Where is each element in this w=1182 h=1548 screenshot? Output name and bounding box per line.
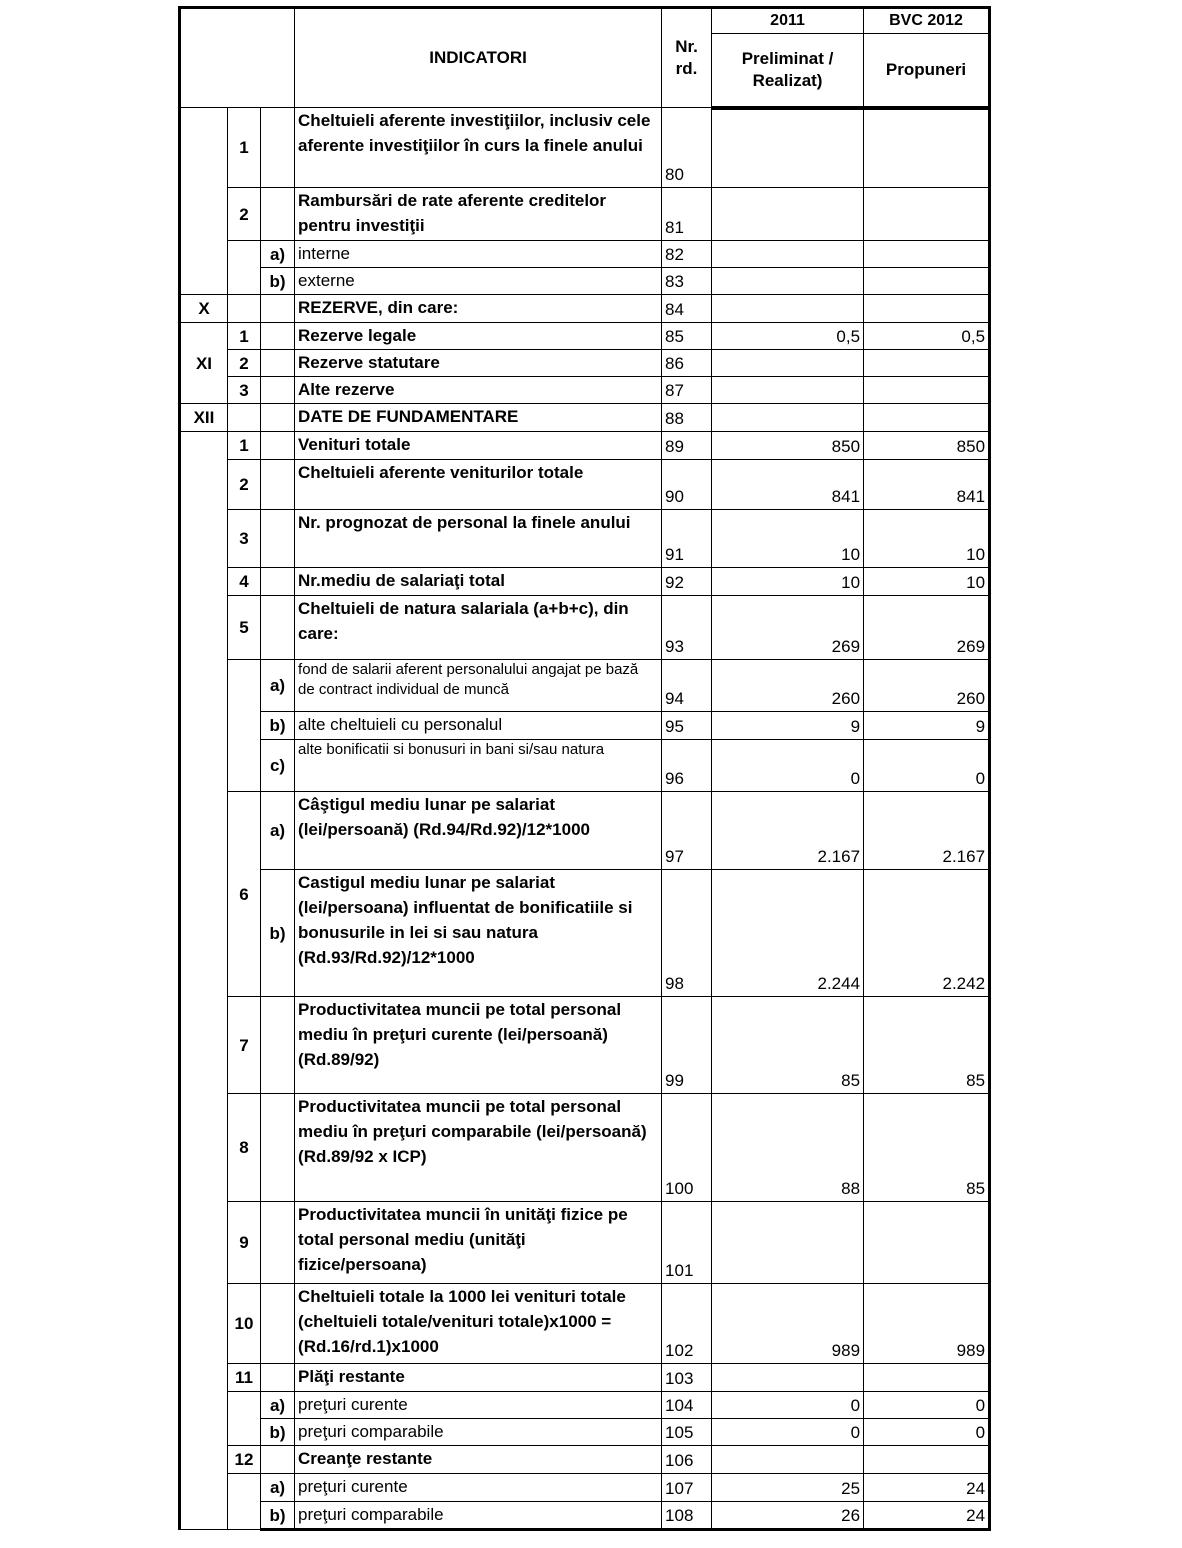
- indicator-label: alte bonificatii si bonusuri in bani si/sau natura: [295, 740, 662, 792]
- indicator-label: Alte rezerve: [295, 377, 662, 404]
- value-2012-cell: [864, 295, 990, 323]
- table-row: [180, 108, 990, 188]
- table-row: [180, 1202, 990, 1284]
- indicator-label: DATE DE FUNDAMENTARE: [295, 404, 662, 432]
- section-cell: [180, 108, 228, 295]
- sub-letter-cell: [261, 1284, 295, 1364]
- value-2012-cell: [864, 1202, 990, 1284]
- nr-rd-cell: 108: [662, 1502, 712, 1530]
- value-2012-cell: 989: [864, 1284, 990, 1364]
- row-number-cell: [228, 1474, 261, 1530]
- sub-letter-cell: [261, 568, 295, 596]
- nr-rd-cell: 86: [662, 350, 712, 377]
- nr-rd-cell: 93: [662, 596, 712, 660]
- value-2012-cell: [864, 188, 990, 241]
- value-2012-cell: 850: [864, 432, 990, 460]
- value-2012-cell: 10: [864, 568, 990, 596]
- value-2012-cell: [864, 268, 990, 295]
- value-2011-cell: 260: [712, 660, 864, 712]
- table-row: [180, 596, 990, 660]
- indicator-label: Nr. prognozat de personal la finele anului: [295, 510, 662, 568]
- value-2011-cell: [712, 377, 864, 404]
- nr-rd-cell: 82: [662, 241, 712, 268]
- nr-rd-cell: 89: [662, 432, 712, 460]
- value-2011-cell: [712, 188, 864, 241]
- indicator-label: Cheltuieli aferente veniturilor totale: [295, 460, 662, 510]
- header-nr-rd: Nr. rd.: [662, 8, 712, 108]
- row-number-cell: 1: [228, 432, 261, 460]
- row-number-cell: 12: [228, 1446, 261, 1474]
- indicator-label: preţuri curente: [295, 1392, 662, 1419]
- nr-rd-cell: 101: [662, 1202, 712, 1284]
- value-2011-cell: 26: [712, 1502, 864, 1530]
- table-row: [180, 1502, 990, 1530]
- indicator-label: REZERVE, din care:: [295, 295, 662, 323]
- value-2011-cell: 0: [712, 1419, 864, 1446]
- sub-letter-cell: [261, 1446, 295, 1474]
- value-2011-cell: 0: [712, 1392, 864, 1419]
- sub-letter-cell: [261, 460, 295, 510]
- nr-rd-cell: 80: [662, 108, 712, 188]
- nr-rd-cell: 87: [662, 377, 712, 404]
- table-row: [180, 323, 990, 350]
- value-2011-cell: 2.244: [712, 870, 864, 997]
- value-2012-cell: [864, 377, 990, 404]
- row-number-cell: 2: [228, 188, 261, 241]
- table-row: [180, 1419, 990, 1446]
- sub-letter-cell: a): [261, 1474, 295, 1502]
- nr-rd-cell: 102: [662, 1284, 712, 1364]
- value-2012-cell: [864, 404, 990, 432]
- indicator-label: Productivitatea muncii în unităţi fizice pe total personal mediu (unităţi fizice/persoana): [295, 1202, 662, 1284]
- table-row: [180, 432, 990, 460]
- value-2011-cell: 9: [712, 712, 864, 740]
- row-number-cell: [228, 295, 261, 323]
- row-number-cell: 1: [228, 108, 261, 188]
- value-2011-cell: [712, 1446, 864, 1474]
- value-2011-cell: [712, 295, 864, 323]
- row-number-cell: 7: [228, 997, 261, 1094]
- row-number-cell: 2: [228, 460, 261, 510]
- sub-letter-cell: [261, 295, 295, 323]
- nr-rd-cell: 104: [662, 1392, 712, 1419]
- sub-letter-cell: [261, 188, 295, 241]
- sub-letter-cell: [261, 323, 295, 350]
- table-row: [180, 1284, 990, 1364]
- nr-rd-cell: 99: [662, 997, 712, 1094]
- table-row: [180, 295, 990, 323]
- nr-rd-cell: 95: [662, 712, 712, 740]
- table-row: [180, 740, 990, 792]
- nr-rd-cell: 103: [662, 1364, 712, 1392]
- value-2012-cell: 10: [864, 510, 990, 568]
- value-2012-cell: 24: [864, 1474, 990, 1502]
- table-row: [180, 510, 990, 568]
- nr-rd-cell: 96: [662, 740, 712, 792]
- indicator-label: Plăţi restante: [295, 1364, 662, 1392]
- nr-rd-cell: 92: [662, 568, 712, 596]
- header-indicatori: INDICATORI: [295, 8, 662, 108]
- value-2011-cell: [712, 350, 864, 377]
- row-number-cell: 6: [228, 792, 261, 997]
- nr-rd-cell: 97: [662, 792, 712, 870]
- row-number-cell: [228, 660, 261, 792]
- indicator-label: Venituri totale: [295, 432, 662, 460]
- sub-letter-cell: [261, 997, 295, 1094]
- value-2012-cell: [864, 241, 990, 268]
- sub-letter-cell: [261, 404, 295, 432]
- indicator-label: preţuri comparabile: [295, 1502, 662, 1530]
- indicators-table: [178, 6, 991, 1531]
- row-number-cell: [228, 1392, 261, 1446]
- header-year-2012: BVC 2012: [864, 8, 990, 34]
- value-2011-cell: 269: [712, 596, 864, 660]
- indicator-label: fond de salarii aferent personalului angajat pe bază de contract individual de muncă: [295, 660, 662, 712]
- sub-letter-cell: a): [261, 241, 295, 268]
- value-2011-cell: 2.167: [712, 792, 864, 870]
- value-2011-cell: [712, 241, 864, 268]
- row-number-cell: 11: [228, 1364, 261, 1392]
- sub-letter-cell: [261, 1364, 295, 1392]
- indicator-label: preţuri curente: [295, 1474, 662, 1502]
- header-year-2011: 2011: [712, 8, 864, 34]
- nr-rd-cell: 90: [662, 460, 712, 510]
- nr-rd-cell: 98: [662, 870, 712, 997]
- sub-letter-cell: [261, 1202, 295, 1284]
- value-2011-cell: 10: [712, 568, 864, 596]
- value-2012-cell: 841: [864, 460, 990, 510]
- value-2011-cell: 0,5: [712, 323, 864, 350]
- value-2012-cell: 0: [864, 1419, 990, 1446]
- indicator-label: Productivitatea muncii pe total personal mediu în preţuri comparabile (lei/persoană)(Rd.89/92 x ICP): [295, 1094, 662, 1202]
- value-2012-cell: 85: [864, 1094, 990, 1202]
- value-2011-cell: 841: [712, 460, 864, 510]
- value-2011-cell: 25: [712, 1474, 864, 1502]
- indicator-label: Castigul mediu lunar pe salariat (lei/persoana) influentat de bonificatiile si bonusurile in lei si sau natura (Rd.93/Rd.92)/12*1000: [295, 870, 662, 997]
- value-2011-cell: 88: [712, 1094, 864, 1202]
- table-row: [180, 460, 990, 510]
- value-2011-cell: 85: [712, 997, 864, 1094]
- value-2012-cell: 0: [864, 1392, 990, 1419]
- value-2012-cell: [864, 350, 990, 377]
- sub-letter-cell: b): [261, 1419, 295, 1446]
- table-row: [180, 350, 990, 377]
- table-row: [180, 712, 990, 740]
- sub-letter-cell: [261, 510, 295, 568]
- sub-letter-cell: [261, 1094, 295, 1202]
- indicator-label: Cheltuieli de natura salariala (a+b+c), din care:: [295, 596, 662, 660]
- value-2011-cell: [712, 404, 864, 432]
- row-number-cell: 5: [228, 596, 261, 660]
- value-2011-cell: [712, 268, 864, 295]
- table-row: [180, 792, 990, 870]
- table-row: [180, 1446, 990, 1474]
- table-row: [180, 377, 990, 404]
- row-number-cell: 3: [228, 377, 261, 404]
- value-2012-cell: 85: [864, 997, 990, 1094]
- indicator-label: Câştigul mediu lunar pe salariat (lei/persoană) (Rd.94/Rd.92)/12*1000: [295, 792, 662, 870]
- row-number-cell: 1: [228, 323, 261, 350]
- nr-rd-cell: 85: [662, 323, 712, 350]
- nr-rd-cell: 94: [662, 660, 712, 712]
- value-2012-cell: 24: [864, 1502, 990, 1530]
- header-propuneri: Propuneri: [864, 34, 990, 108]
- table-row: [180, 268, 990, 295]
- row-number-cell: 3: [228, 510, 261, 568]
- value-2012-cell: 269: [864, 596, 990, 660]
- table-row: [180, 997, 990, 1094]
- row-number-cell: 10: [228, 1284, 261, 1364]
- table-row: [180, 241, 990, 268]
- nr-rd-cell: 91: [662, 510, 712, 568]
- value-2012-cell: 2.242: [864, 870, 990, 997]
- row-number-cell: 4: [228, 568, 261, 596]
- sub-letter-cell: c): [261, 740, 295, 792]
- sub-letter-cell: b): [261, 870, 295, 997]
- sub-letter-cell: [261, 432, 295, 460]
- table-row: [180, 1364, 990, 1392]
- indicator-label: Rambursări de rate aferente creditelor pentru investiţii: [295, 188, 662, 241]
- row-number-cell: 9: [228, 1202, 261, 1284]
- indicator-label: externe: [295, 268, 662, 295]
- indicator-label: Creanţe restante: [295, 1446, 662, 1474]
- value-2012-cell: 260: [864, 660, 990, 712]
- indicator-label: Cheltuieli totale la 1000 lei venituri totale (cheltuieli totale/venituri totale)x1000 =(Rd.16/rd.1)x1000: [295, 1284, 662, 1364]
- value-2012-cell: 9: [864, 712, 990, 740]
- value-2011-cell: [712, 108, 864, 188]
- table-row: [180, 404, 990, 432]
- indicator-label: Rezerve statutare: [295, 350, 662, 377]
- section-cell: XII: [180, 404, 228, 432]
- header-preliminat: Preliminat / Realizat): [712, 34, 864, 108]
- value-2011-cell: 10: [712, 510, 864, 568]
- value-2012-cell: [864, 108, 990, 188]
- value-2011-cell: 989: [712, 1284, 864, 1364]
- value-2012-cell: 0: [864, 740, 990, 792]
- row-number-cell: 8: [228, 1094, 261, 1202]
- row-number-cell: 2: [228, 350, 261, 377]
- sub-letter-cell: b): [261, 712, 295, 740]
- nr-rd-cell: 107: [662, 1474, 712, 1502]
- table-row: [180, 188, 990, 241]
- sub-letter-cell: [261, 377, 295, 404]
- sub-letter-cell: [261, 350, 295, 377]
- table-row: [180, 1392, 990, 1419]
- nr-rd-cell: 105: [662, 1419, 712, 1446]
- indicator-label: Cheltuieli aferente investiţiilor, inclusiv cele aferente investiţiilor în curs la finele anului: [295, 108, 662, 188]
- sub-letter-cell: a): [261, 660, 295, 712]
- section-cell: X: [180, 295, 228, 323]
- value-2012-cell: 2.167: [864, 792, 990, 870]
- table-row: [180, 1094, 990, 1202]
- indicator-label: alte cheltuieli cu personalul: [295, 712, 662, 740]
- value-2011-cell: 850: [712, 432, 864, 460]
- value-2011-cell: 0: [712, 740, 864, 792]
- section-cell: XI: [180, 323, 228, 404]
- row-number-cell: [228, 404, 261, 432]
- sub-letter-cell: b): [261, 1502, 295, 1530]
- value-2011-cell: [712, 1202, 864, 1284]
- row-number-cell: [228, 241, 261, 295]
- indicator-label: Productivitatea muncii pe total personal mediu în preţuri curente (lei/persoană)(Rd.89/92): [295, 997, 662, 1094]
- table-row: [180, 1474, 990, 1502]
- sub-letter-cell: [261, 596, 295, 660]
- sub-letter-cell: [261, 108, 295, 188]
- sub-letter-cell: b): [261, 268, 295, 295]
- header-blank: [180, 8, 295, 108]
- table-row: [180, 568, 990, 596]
- sub-letter-cell: a): [261, 792, 295, 870]
- sub-letter-cell: a): [261, 1392, 295, 1419]
- value-2012-cell: [864, 1446, 990, 1474]
- value-2012-cell: [864, 1364, 990, 1392]
- nr-rd-cell: 88: [662, 404, 712, 432]
- nr-rd-cell: 81: [662, 188, 712, 241]
- nr-rd-cell: 83: [662, 268, 712, 295]
- indicator-label: Nr.mediu de salariaţi total: [295, 568, 662, 596]
- header-row-1: [180, 8, 990, 34]
- table-row: [180, 660, 990, 712]
- nr-rd-cell: 84: [662, 295, 712, 323]
- indicator-label: Rezerve legale: [295, 323, 662, 350]
- section-cell: [180, 432, 228, 1530]
- nr-rd-cell: 106: [662, 1446, 712, 1474]
- value-2012-cell: 0,5: [864, 323, 990, 350]
- value-2011-cell: [712, 1364, 864, 1392]
- indicator-label: interne: [295, 241, 662, 268]
- table-row: [180, 870, 990, 997]
- nr-rd-cell: 100: [662, 1094, 712, 1202]
- indicator-label: preţuri comparabile: [295, 1419, 662, 1446]
